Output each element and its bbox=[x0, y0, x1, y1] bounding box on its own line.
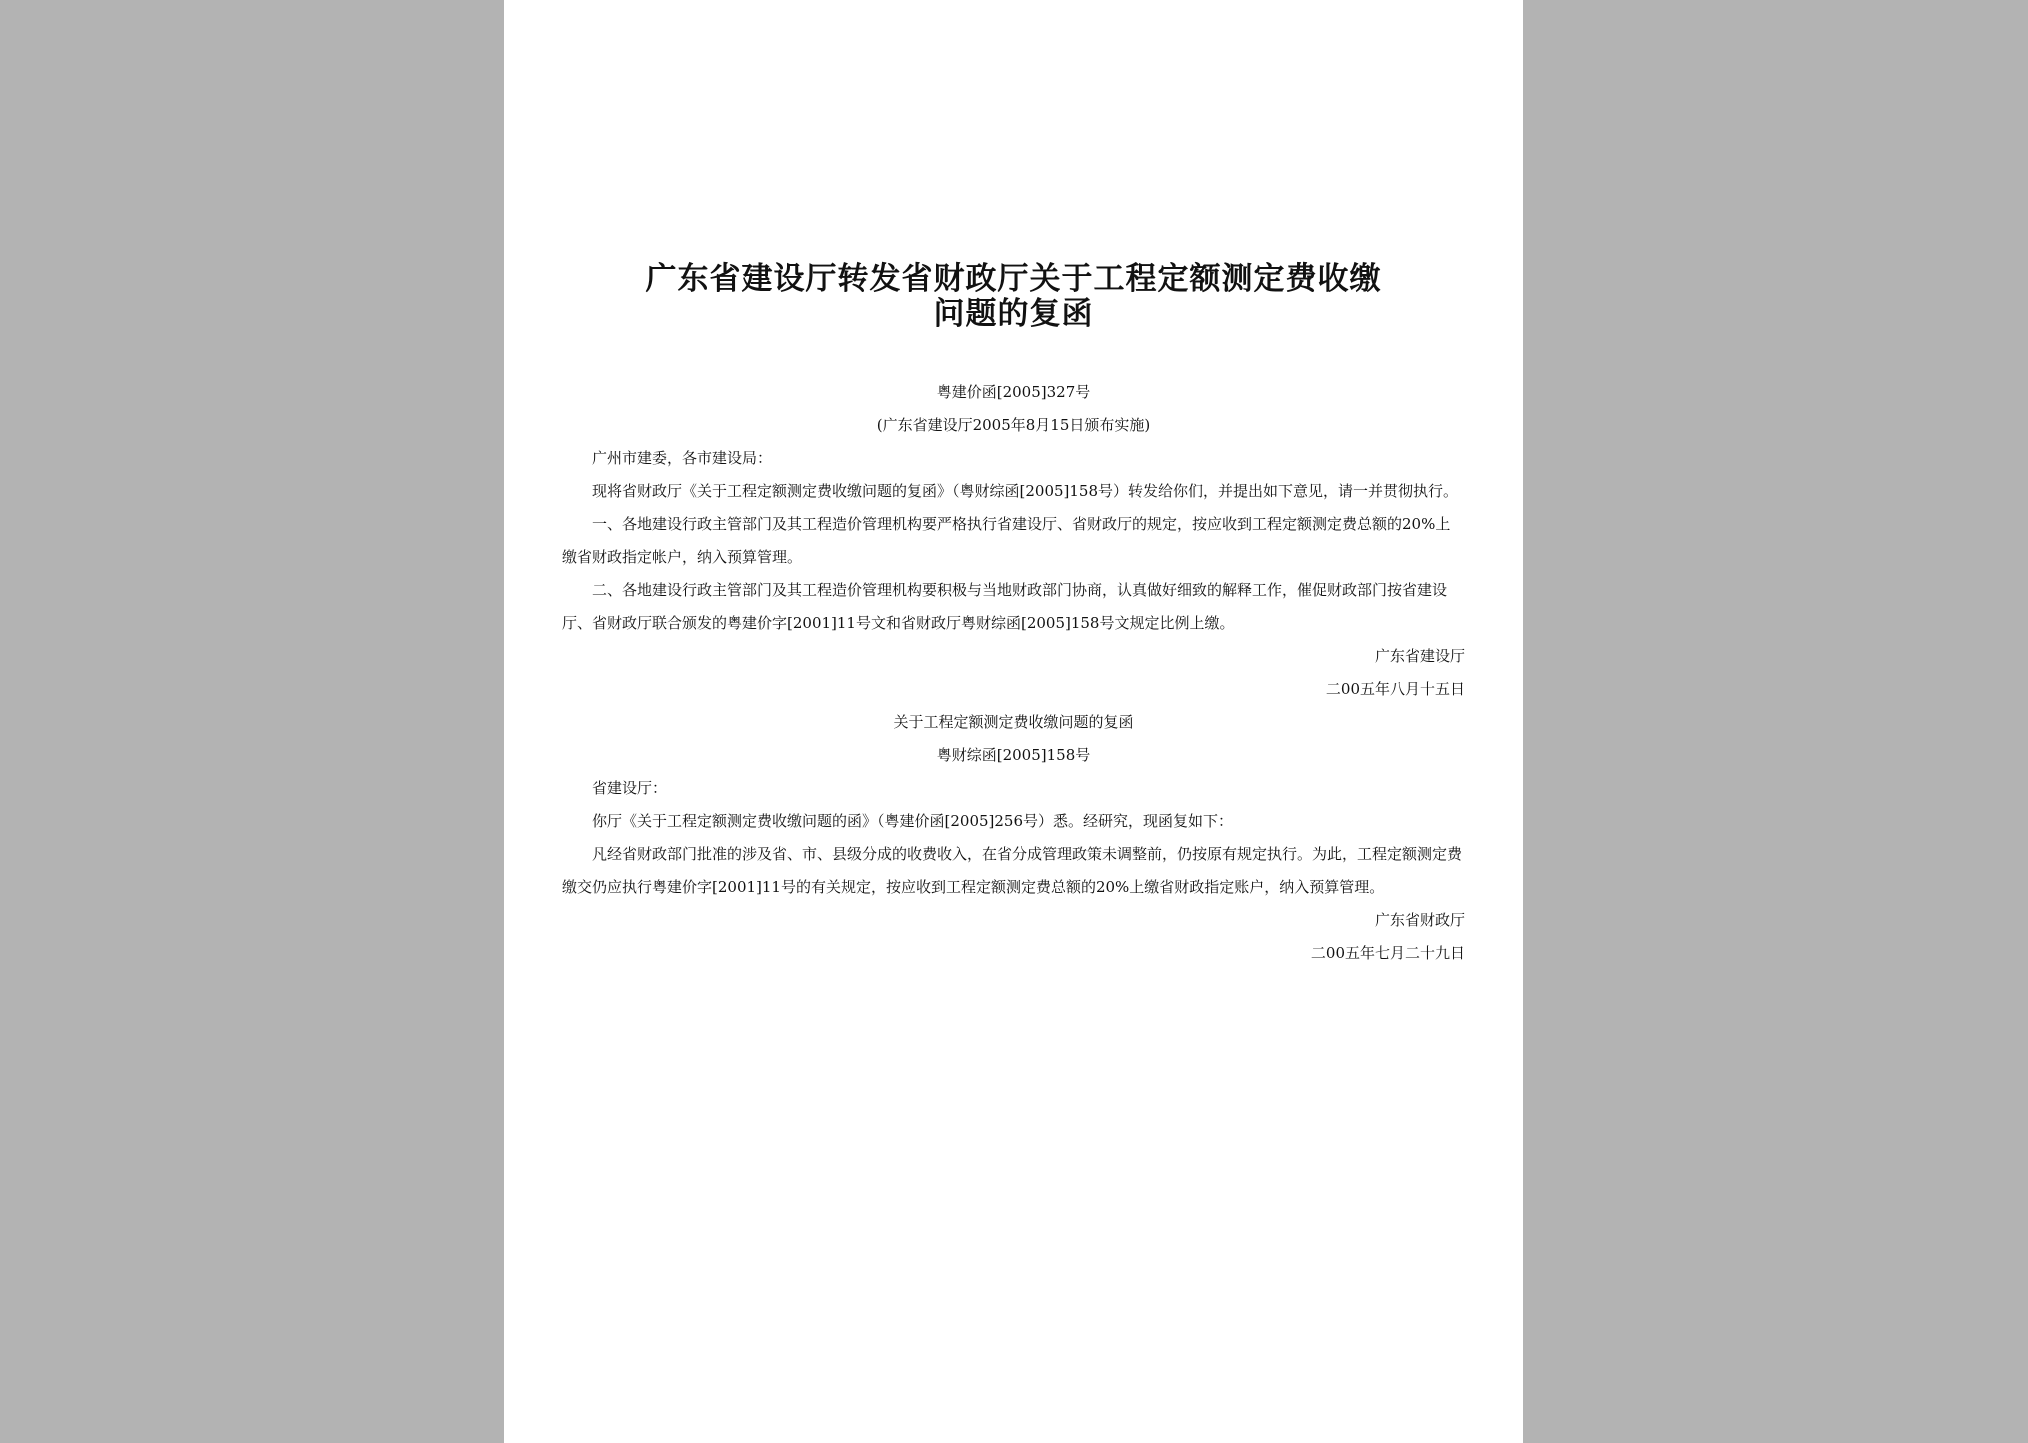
attachment-salutation: 省建设厅： bbox=[592, 779, 668, 797]
attachment-paragraph-1: 你厅《关于工程定额测定费收缴问题的函》（粤建价函[2005]256号）悉。经研究，现函复如下： bbox=[592, 812, 1234, 830]
date-1: 二00五年八月十五日 bbox=[1325, 680, 1465, 698]
signature-1: 广东省建设厅 bbox=[1374, 647, 1465, 665]
document-title bbox=[562, 262, 1465, 332]
paragraph-1: 现将省财政厅《关于工程定额测定费收缴问题的复函》（粤财综函[2005]158号）转发给你们，并提出如下意见，请一并贯彻执行。 bbox=[592, 482, 1459, 500]
paragraph-3: 二、各地建设行政主管部门及其工程造价管理机构要积极与当地财政部门协商，认真做好细致的解释工作，催促财政部门按省建设厅、省财政厅联合颁发的粤建价字[2001]11号文和省财政厅粤财综函[2005]158号文规定比例上缴。 bbox=[562, 581, 1448, 632]
signature-2: 广东省财政厅 bbox=[1374, 911, 1465, 929]
issued-note: (广东省建设厅2005年8月15日颁布实施) bbox=[876, 416, 1151, 434]
document-body bbox=[562, 376, 1465, 970]
doc-number: 粤建价函[2005]327号 bbox=[936, 383, 1091, 401]
attachment-paragraph-2: 凡经省财政部门批准的涉及省、市、县级分成的收费收入，在省分成管理政策未调整前，仍按原有规定执行。为此，工程定额测定费缴交仍应执行粤建价字[2001]11号的有关规定，按应收到工程定额测定费总额的20%上缴省财政指定账户，纳入预算管理。 bbox=[562, 845, 1463, 896]
title-line-1: 广东省建设厅转发省财政厅关于工程定额测定费收缴 bbox=[645, 261, 1382, 297]
paragraph-2: 一、各地建设行政主管部门及其工程造价管理机构要严格执行省建设厅、省财政厅的规定，按应收到工程定额测定费总额的20%上缴省财政指定帐户，纳入预算管理。 bbox=[562, 515, 1451, 566]
date-2: 二00五年七月二十九日 bbox=[1310, 944, 1465, 962]
attachment-title: 关于工程定额测定费收缴问题的复函 bbox=[893, 713, 1134, 731]
attachment-doc-number: 粤财综函[2005]158号 bbox=[936, 746, 1091, 764]
title-line-2: 问题的复函 bbox=[933, 296, 1094, 332]
document-page bbox=[504, 0, 1523, 1443]
salutation: 广州市建委，各市建设局： bbox=[592, 449, 773, 467]
